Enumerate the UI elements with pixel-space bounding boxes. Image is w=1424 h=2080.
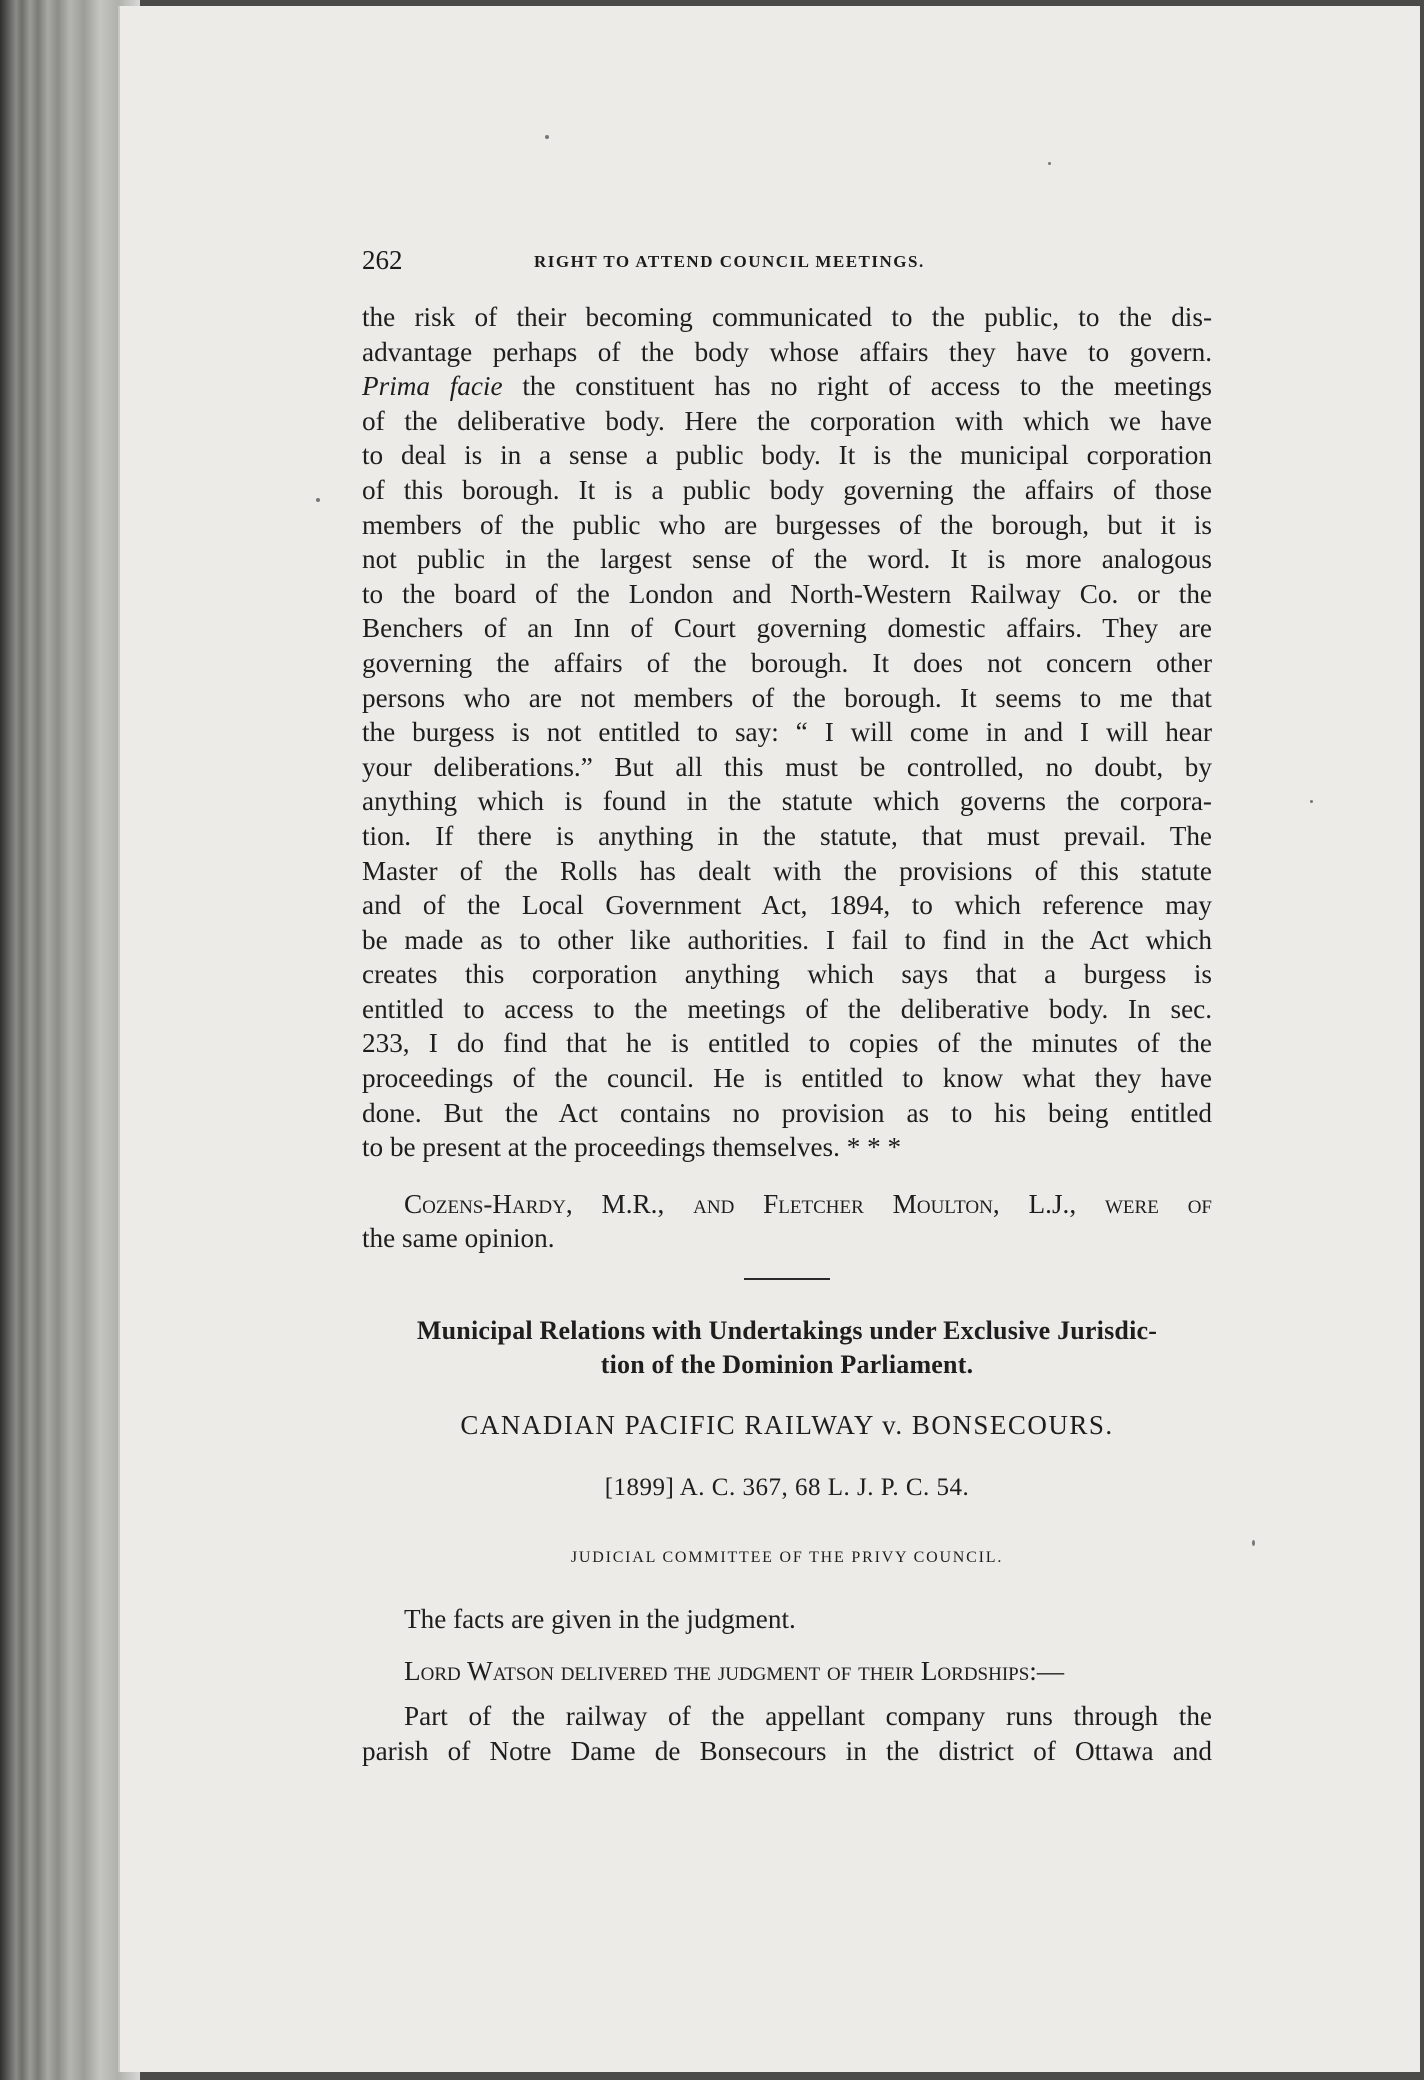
- page-speck: [545, 135, 549, 139]
- section-heading-line: tion of the Dominion Parliament.: [600, 1350, 974, 1380]
- text-line: proceedings of the council. He is entitled to know what they have: [362, 1063, 1212, 1094]
- text-line: to the board of the London and North-Western Railway Co. or the: [362, 578, 1212, 609]
- facts-line: The facts are given in the judgment.: [404, 1603, 796, 1634]
- main-paragraph: [362, 300, 1212, 1165]
- text-line: Prima facie the constituent has no right of access to the meetings: [362, 371, 1212, 402]
- case-title: CANADIAN PACIFIC RAILWAY v. BONSECOURS.: [460, 1410, 1114, 1441]
- judgment-line: parish of Notre Dame de Bonsecours in the district of Ottawa and: [362, 1735, 1212, 1766]
- page-body: [362, 300, 1212, 1768]
- text-line: your deliberations.” But all this must be controlled, no doubt, by: [362, 751, 1212, 782]
- page-speck: [1048, 162, 1051, 165]
- case-citation: [1899] A. C. 367, 68 L. J. P. C. 54.: [604, 1473, 970, 1501]
- text-line: entitled to access to the meetings of the deliberative body. In sec.: [362, 993, 1212, 1024]
- opinion-line: Cozens-Hardy, M.R., and Fletcher Moulton, L.J., were of: [404, 1188, 1212, 1219]
- judgment-paragraph: [362, 1699, 1212, 1768]
- judgment-line: Part of the railway of the appellant company runs through the: [404, 1701, 1212, 1731]
- facts-paragraph: [362, 1602, 1212, 1637]
- text-line: 233, I do find that he is entitled to copies of the minutes of the: [362, 1028, 1212, 1059]
- judgment-intro-paragraph: [362, 1654, 1212, 1689]
- court-name: JUDICIAL COMMITTEE OF THE PRIVY COUNCIL.: [570, 1549, 1004, 1567]
- text-line: of the deliberative body. Here the corporation with which we have: [362, 405, 1212, 436]
- text-line: anything which is found in the statute which governs the corpora-: [362, 786, 1212, 817]
- page-speck: [1310, 800, 1313, 803]
- running-title: RIGHT TO ATTEND COUNCIL MEETINGS.: [534, 252, 925, 271]
- concurring-opinion: [362, 1187, 1212, 1256]
- judgment-intro-line: Lord Watson delivered the judgment of their Lordships:—: [404, 1656, 1065, 1687]
- text-line: to be present at the proceedings themselves. * * *: [362, 1132, 902, 1163]
- page-speck: [316, 498, 320, 502]
- page-header: [362, 245, 1242, 279]
- text-line: tion. If there is anything in the statute, that must prevail. The: [362, 820, 1212, 851]
- text-line: and of the Local Government Act, 1894, to which reference may: [362, 890, 1212, 921]
- text-line: Benchers of an Inn of Court governing domestic affairs. They are: [362, 613, 1212, 644]
- text-line: the burgess is not entitled to say: “ I will come in and I will hear: [362, 717, 1212, 748]
- text-line: done. But the Act contains no provision as to his being entitled: [362, 1097, 1212, 1128]
- text-line: governing the affairs of the borough. It does not concern other: [362, 647, 1212, 678]
- page-speck: [1252, 1540, 1255, 1546]
- text-line: members of the public who are burgesses of the borough, but it is: [362, 509, 1212, 540]
- opinion-line: the same opinion.: [362, 1223, 555, 1254]
- text-line: Master of the Rolls has dealt with the provisions of this statute: [362, 855, 1212, 886]
- section-heading-line: Municipal Relations with Undertakings under Exclusive Jurisdic-: [416, 1316, 1158, 1346]
- text-line: of this borough. It is a public body governing the affairs of those: [362, 474, 1212, 505]
- section-divider: [744, 1278, 830, 1280]
- text-line: creates this corporation anything which says that a burgess is: [362, 959, 1212, 990]
- text-line: be made as to other like authorities. I fail to find in the Act which: [362, 924, 1212, 955]
- text-line: advantage perhaps of the body whose affairs they have to govern.: [362, 336, 1212, 367]
- text-line: the risk of their becoming communicated to the public, to the dis-: [362, 302, 1212, 332]
- page-number: 262: [362, 245, 403, 275]
- text-line: to deal is in a sense a public body. It is the municipal corporation: [362, 440, 1212, 471]
- text-line: not public in the largest sense of the word. It is more analogous: [362, 544, 1212, 575]
- section-heading: [362, 1314, 1212, 1382]
- text-line: persons who are not members of the borough. It seems to me that: [362, 682, 1212, 713]
